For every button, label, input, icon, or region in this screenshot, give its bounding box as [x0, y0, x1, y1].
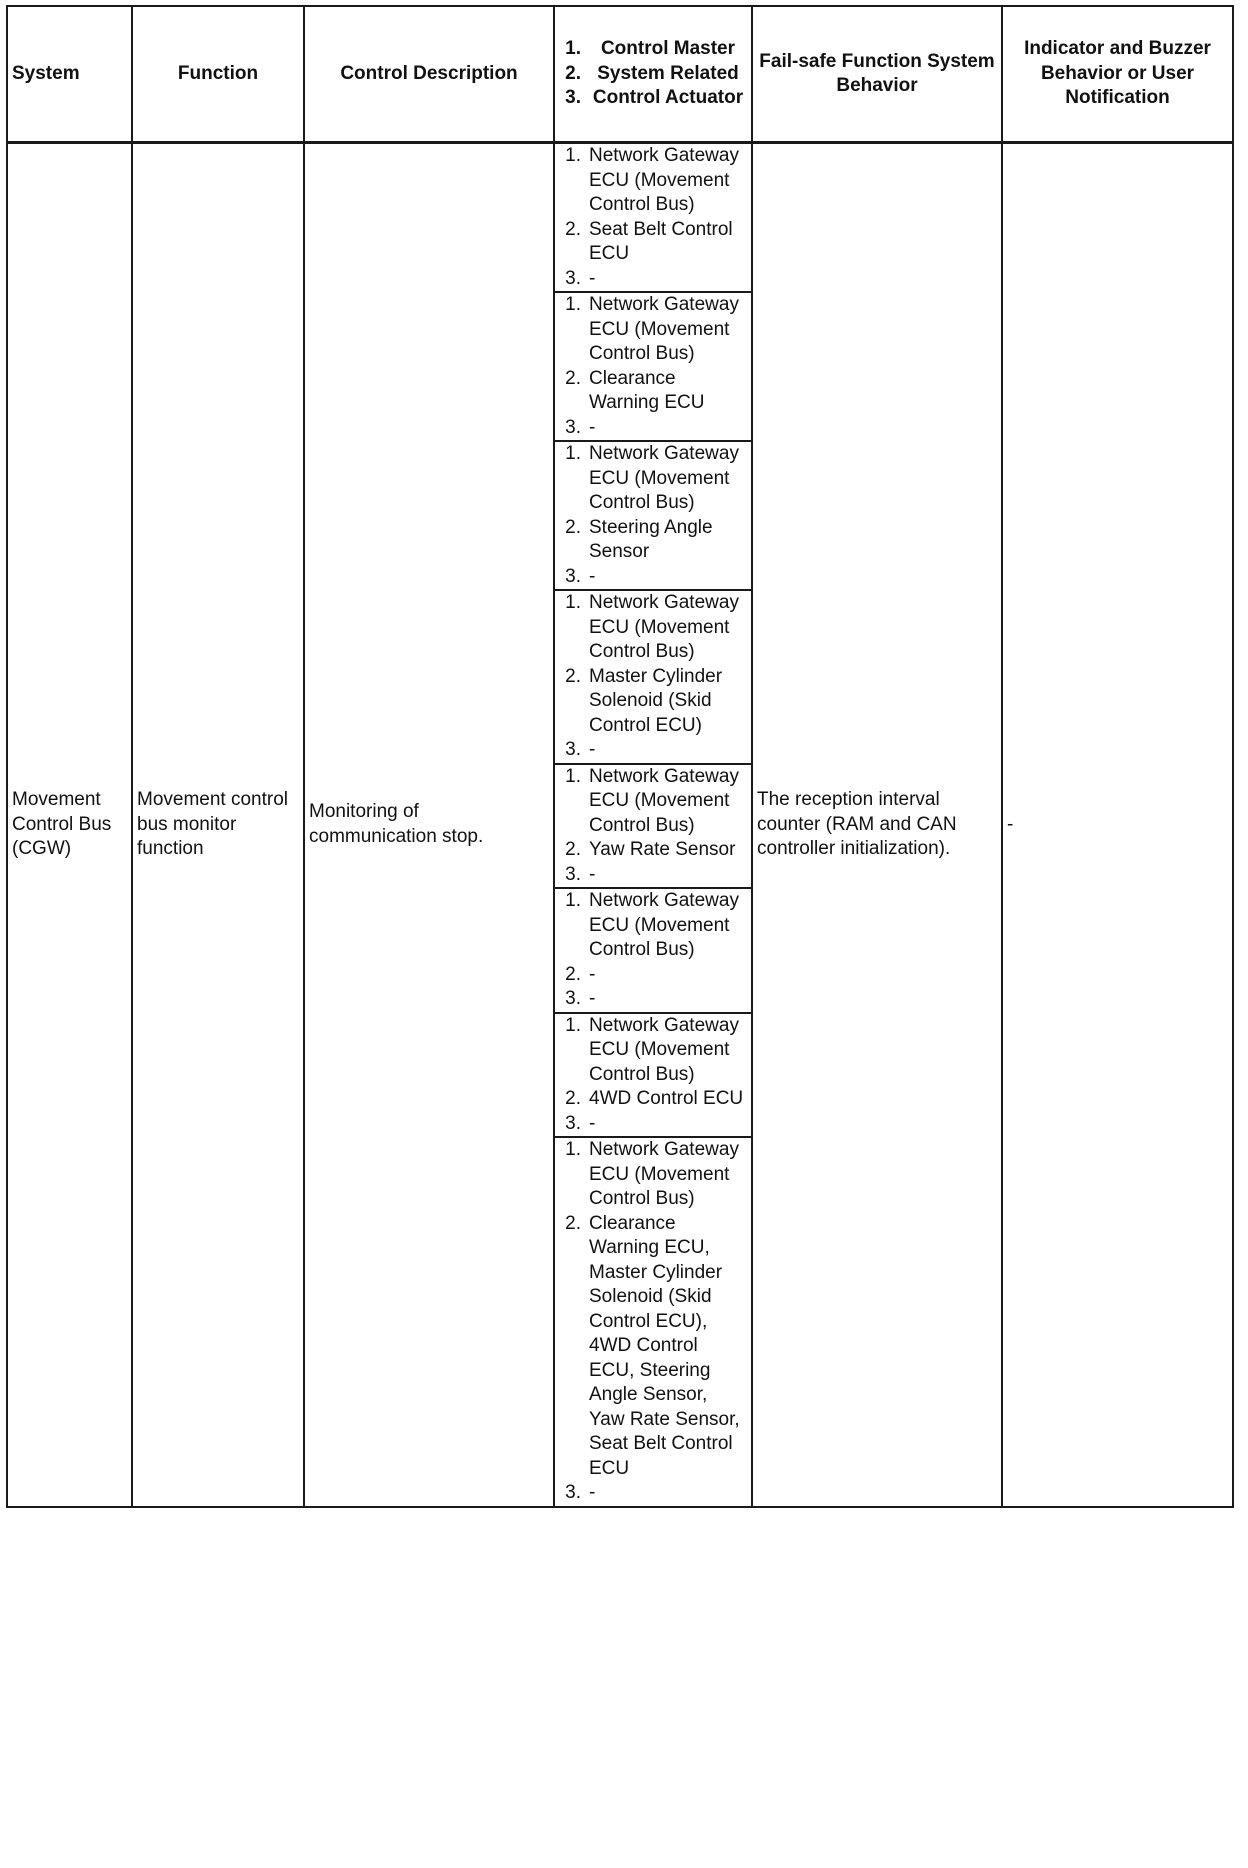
control-list [559, 442, 747, 589]
header-control-master: Control Master [600, 38, 736, 60]
cell-system: Movement Control Bus (CGW) [7, 143, 132, 1507]
control-master: Network Gateway ECU (Movement Control Bus) [589, 443, 739, 513]
cell-control-items [554, 1137, 752, 1507]
list-item: 1. Network Gateway ECU (Movement Control Bus) [559, 591, 747, 665]
control-actuator: - [589, 988, 596, 1009]
control-actuator: - [589, 1482, 596, 1503]
list-item: 3. Control Actuator [559, 86, 747, 111]
control-actuator: - [589, 267, 596, 289]
list-item: 1. Network Gateway ECU (Movement Control Bus) [559, 1138, 747, 1212]
list-item: 2. Clearance Warning ECU, Master Cylinder Solenoid (Skid Control ECU), 4WD Control ECU, Steering Angle Sensor, Yaw Rate Sensor, Seat Belt Control ECU [559, 1212, 747, 1482]
control-master: Network Gateway ECU (Movement Control Bus) [589, 765, 739, 836]
control-master: Network Gateway ECU (Movement Control Bus) [589, 1014, 739, 1085]
control-actuator: - [589, 863, 596, 885]
control-list [559, 293, 747, 440]
control-list [559, 765, 747, 888]
header-row [7, 6, 1233, 143]
control-list [559, 591, 747, 763]
header-system: System [7, 6, 132, 143]
cell-control-items [554, 1013, 752, 1138]
cell-control-items [554, 292, 752, 441]
control-list [559, 1138, 747, 1506]
cell-control-description: Monitoring of communication stop. [304, 143, 554, 1507]
system-related: Yaw Rate Sensor [589, 839, 736, 860]
document-page [6, 5, 1232, 1508]
control-actuator: - [589, 739, 596, 760]
cell-control-items [554, 441, 752, 590]
control-master: Network Gateway ECU (Movement Control Bus) [589, 294, 739, 364]
list-item: 1. Network Gateway ECU (Movement Control Bus) [559, 293, 747, 367]
list-item: 2. - [559, 963, 747, 988]
system-related: Master Cylinder Solenoid (Skid Control ECU) [589, 665, 723, 736]
cell-control-items [554, 888, 752, 1013]
control-list [559, 144, 747, 291]
list-item: 1. Network Gateway ECU (Movement Control Bus) [559, 889, 747, 963]
control-actuator: - [589, 1112, 596, 1134]
list-item: 2. Seat Belt Control ECU [559, 218, 747, 267]
header-system-related: System Related [597, 62, 739, 84]
failsafe-table [6, 5, 1234, 1508]
list-item: 2. 4WD Control ECU [559, 1087, 747, 1112]
system-related: Seat Belt Control ECU [589, 218, 733, 264]
control-master: Network Gateway ECU (Movement Control Bus) [589, 145, 739, 215]
list-item: 2. Clearance Warning ECU [559, 367, 747, 416]
cell-control-items [554, 143, 752, 293]
header-indicator: Indicator and Buzzer Behavior or User Notification [1002, 6, 1233, 143]
header-control-actuator: Control Actuator [592, 87, 744, 109]
list-item: 3. - [559, 1481, 747, 1506]
header-control-items [554, 6, 752, 143]
list-item: 3. - [559, 1112, 747, 1137]
cell-function: Movement control bus monitor function [132, 143, 304, 1507]
control-actuator: - [589, 416, 596, 438]
header-failsafe: Fail-safe Function System Behavior [752, 6, 1002, 143]
table-row [7, 143, 1233, 293]
list-item: 3. - [559, 267, 747, 292]
list-item: 3. - [559, 416, 747, 441]
list-item: 1. Network Gateway ECU (Movement Control Bus) [559, 765, 747, 839]
control-list [559, 1014, 747, 1137]
list-item: 3. - [559, 738, 747, 763]
header-function: Function [132, 6, 304, 143]
list-item: 3. - [559, 565, 747, 590]
system-related: - [589, 963, 596, 985]
control-master: Network Gateway ECU (Movement Control Bus) [589, 592, 739, 662]
cell-failsafe: The reception interval counter (RAM and CAN controller initialization). [752, 143, 1002, 1507]
list-item: 2. System Related [559, 62, 747, 87]
control-master: Network Gateway ECU (Movement Control Bus) [589, 890, 739, 960]
list-item: 1. Network Gateway ECU (Movement Control Bus) [559, 442, 747, 516]
list-item: 1. Network Gateway ECU (Movement Control Bus) [559, 1014, 747, 1088]
control-master: Network Gateway ECU (Movement Control Bus) [589, 1139, 739, 1209]
list-item: 1. Control Master [559, 37, 747, 62]
system-related: 4WD Control ECU [589, 1088, 744, 1109]
list-item: 3. - [559, 987, 747, 1012]
list-item: 2. Master Cylinder Solenoid (Skid Control ECU) [559, 665, 747, 739]
system-related: Clearance Warning ECU, Master Cylinder Solenoid (Skid Control ECU), 4WD Control ECU, Steering Angle Sensor, Yaw Rate Sensor, Seat Belt Control ECU [589, 1212, 740, 1479]
list-item: 2. Steering Angle Sensor [559, 516, 747, 565]
cell-indicator: - [1002, 143, 1233, 1507]
list-item: 1. Network Gateway ECU (Movement Control Bus) [559, 144, 747, 218]
system-related: Clearance Warning ECU [589, 367, 705, 413]
cell-control-items [554, 590, 752, 764]
list-item: 2. Yaw Rate Sensor [559, 838, 747, 863]
system-related: Steering Angle Sensor [589, 516, 713, 562]
control-actuator: - [589, 565, 596, 587]
cell-control-items [554, 764, 752, 889]
control-list [559, 889, 747, 1012]
list-item: 3. - [559, 863, 747, 888]
header-control-description: Control Description [304, 6, 554, 143]
